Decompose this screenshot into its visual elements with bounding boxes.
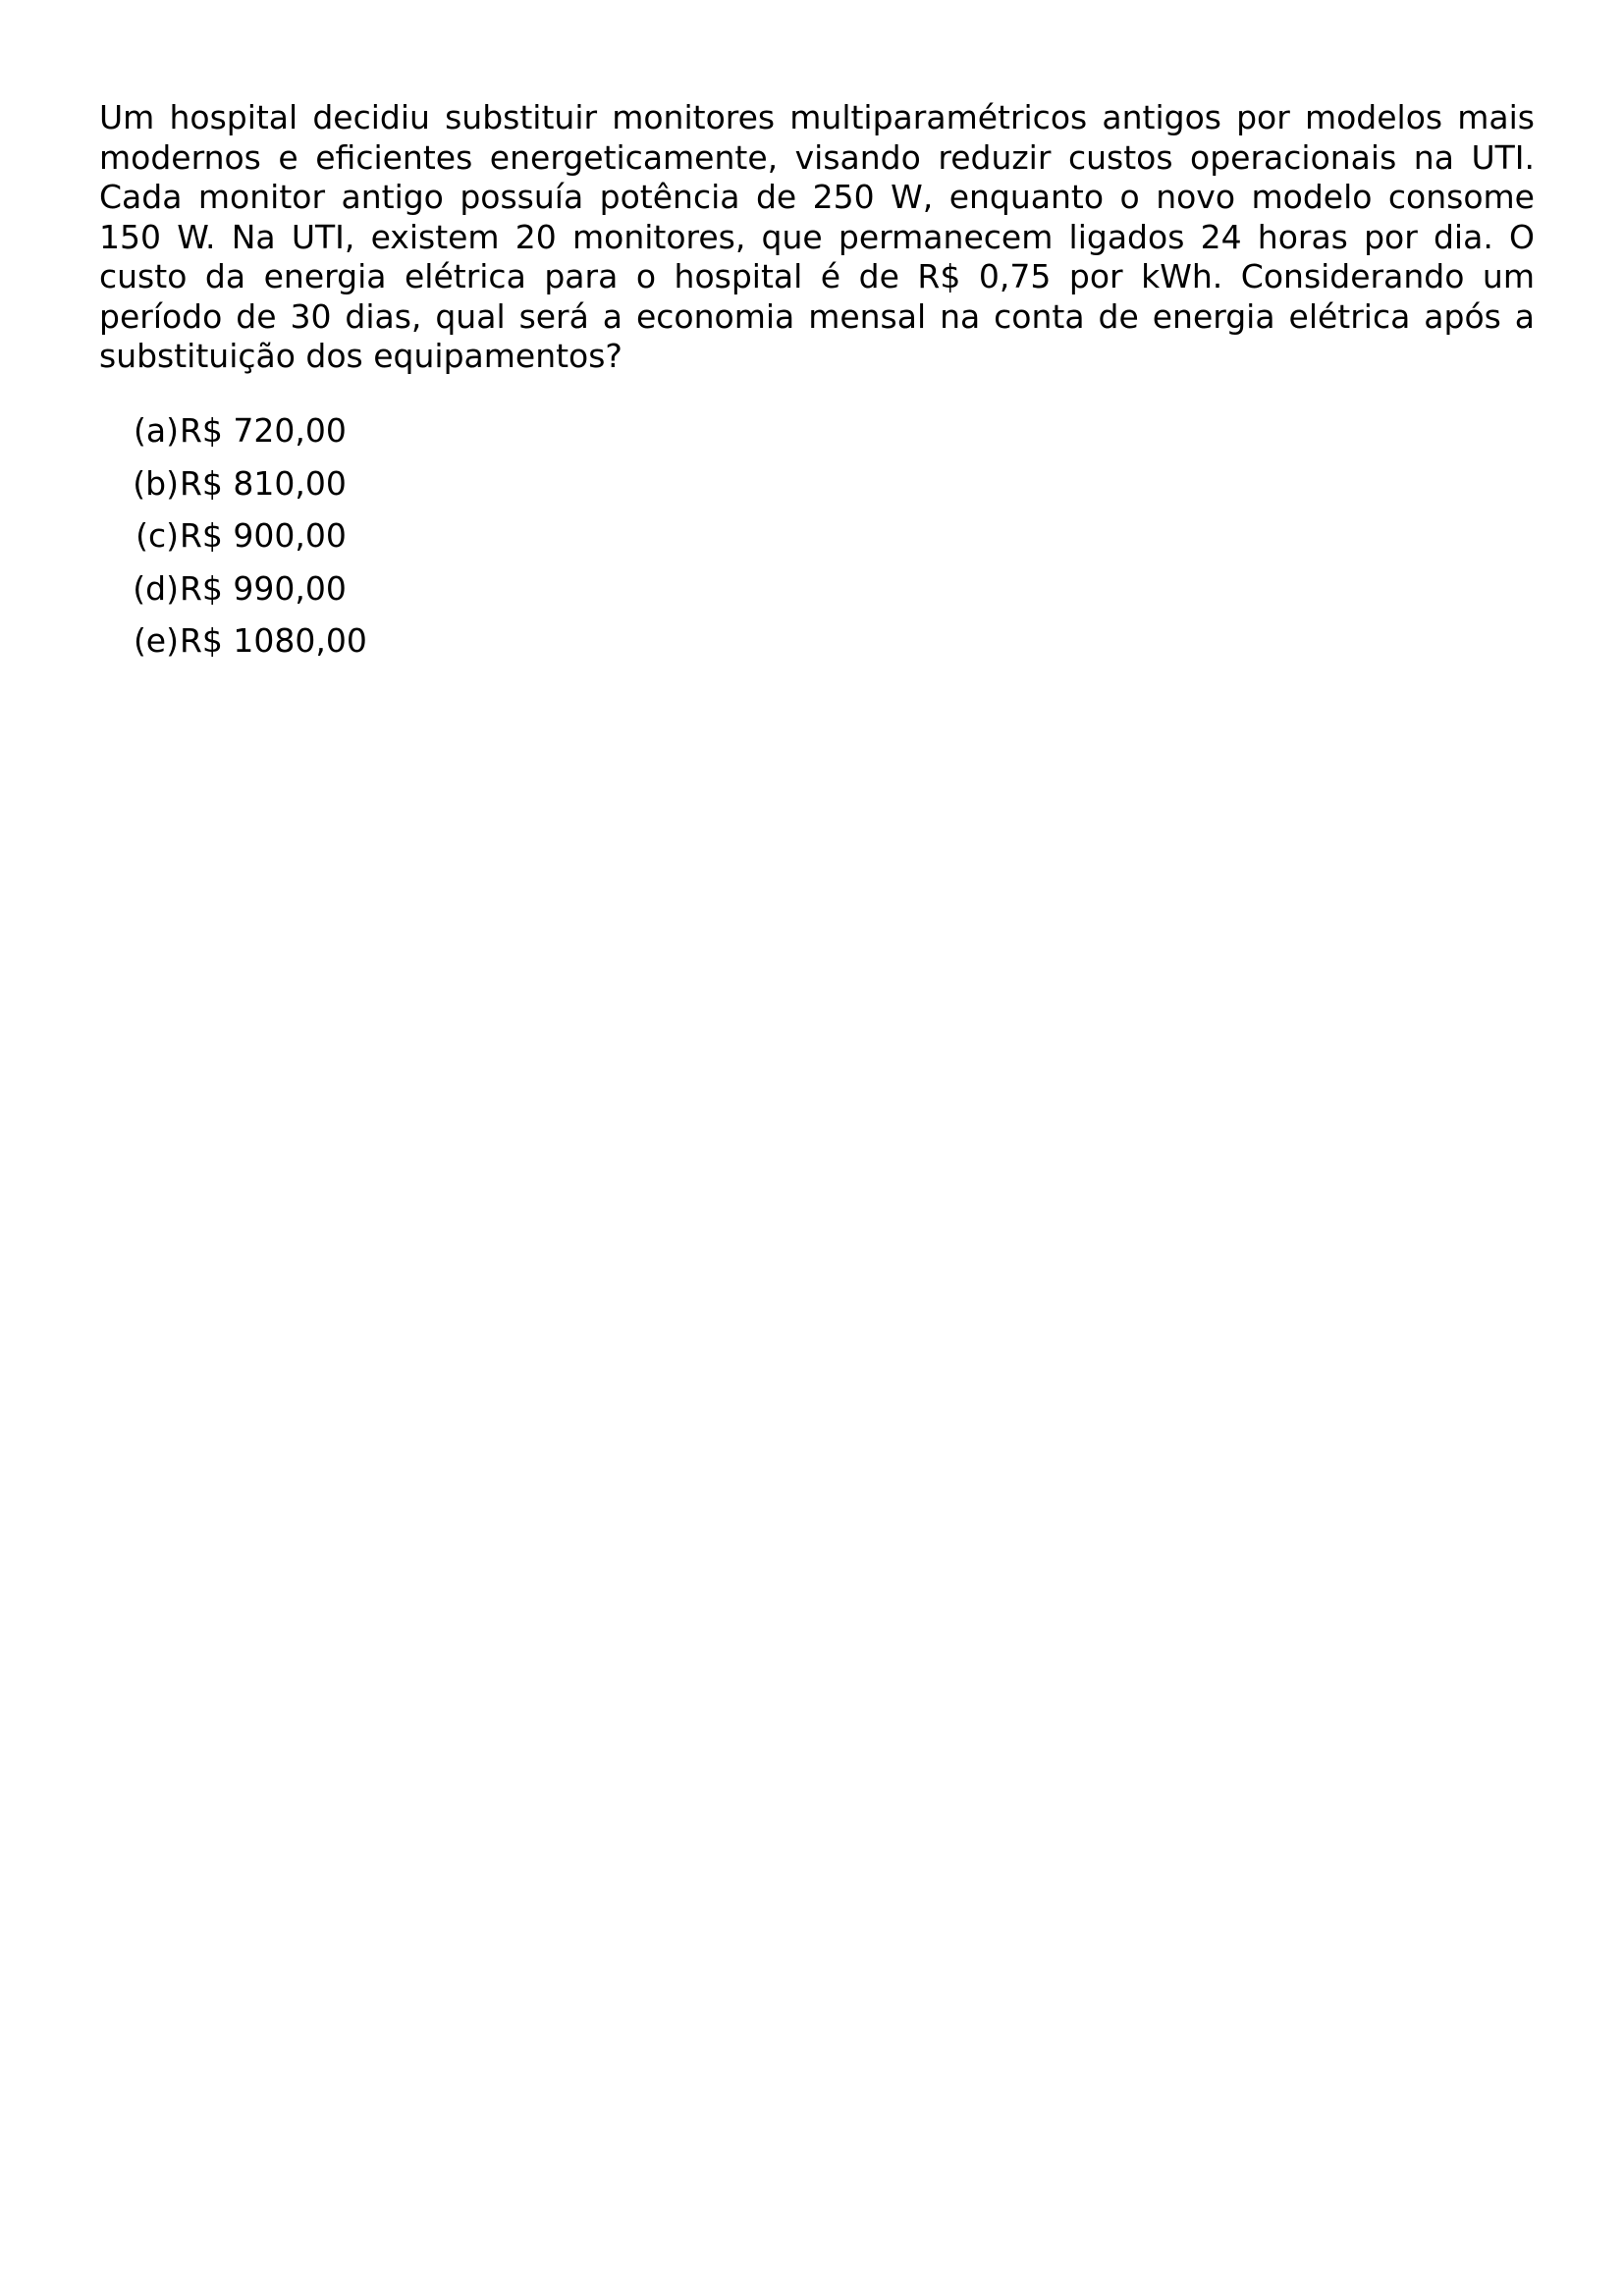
option-a[interactable] [99,411,367,464]
option-b[interactable] [99,464,367,517]
option-text: R$ 990,00 [180,568,347,608]
option-letter: (e) [133,621,179,660]
option-d[interactable] [99,569,367,622]
option-letter: (b) [133,463,179,503]
option-text: R$ 900,00 [180,516,347,555]
option-text: R$ 1080,00 [180,621,367,660]
option-text: R$ 810,00 [180,463,347,503]
option-c[interactable] [99,516,367,569]
option-e[interactable] [99,621,367,674]
answer-options [99,411,367,674]
option-letter: (c) [135,516,179,555]
option-letter: (a) [134,411,179,450]
option-letter: (d) [133,568,179,608]
question-text: Um hospital decidiu substituir monitores multiparamétricos antigos por modelos mais modernos e eficientes energeticamente, visando reduzir custos operacionais na UTI. Cada monitor antigo possuía potência de 250 W, enquanto o novo modelo consome 150 W. Na UTI, existem 20 monitores, que permanecem ligados 24 horas por dia. O custo da energia elétrica para o hospital é de R$ 0,75 por kWh. Considerando um período de 30 dias, qual será a economia mensal na conta de energia elétrica após a substituição dos equipamentos? [99,98,1535,375]
option-text: R$ 720,00 [180,411,347,450]
